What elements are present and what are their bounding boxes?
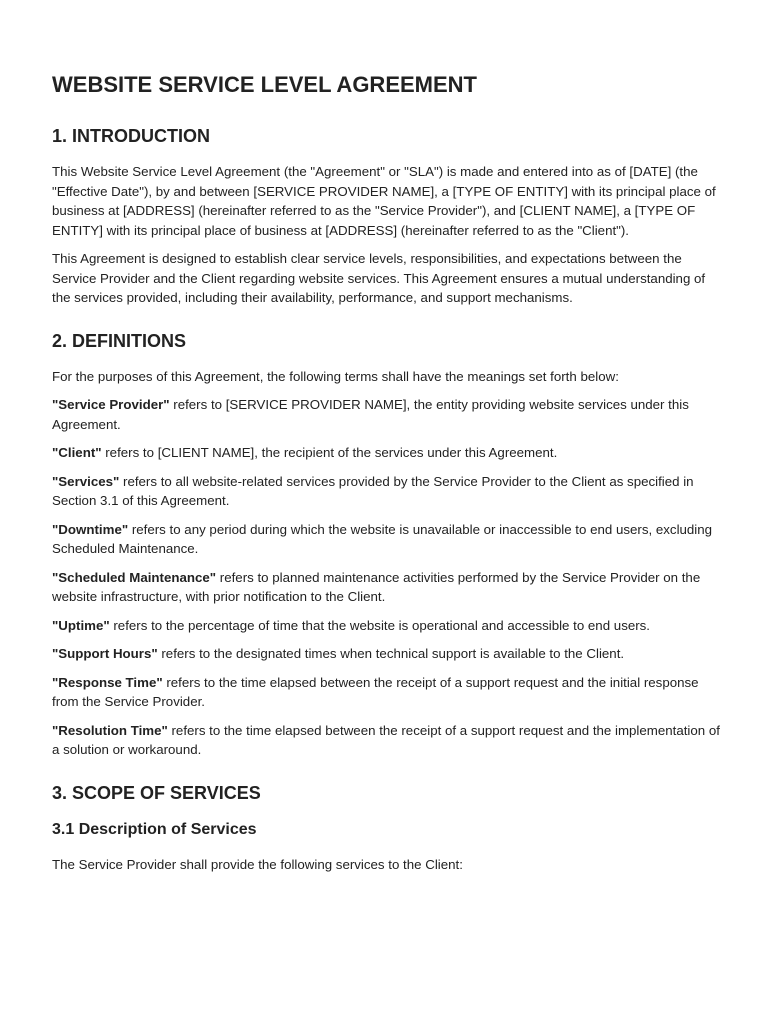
- definition-item: [52, 520, 720, 559]
- definition-item: [52, 443, 720, 463]
- definition-text: refers to [SERVICE PROVIDER NAME], the entity providing website services under this Agreement.: [52, 397, 689, 432]
- definition-text: refers to the percentage of time that the website is operational and accessible to end users.: [109, 617, 651, 633]
- definition-item: [52, 472, 720, 511]
- subsection-heading: 3.1 Description of Services: [52, 820, 257, 838]
- definition-text: refers to the time elapsed between the receipt of a support request and the initial response from the Service Provider.: [52, 674, 699, 709]
- paragraph: This Website Service Level Agreement (the "Agreement" or "SLA") is made and entered into as of [DATE] (the "Effective Date"), by and between [SERVICE PROVIDER NAME], a [TYPE OF ENTITY] with its principal place of business at [ADDRESS] (hereinafter referred to as the "Service Provider"), and [CLIENT NAME], a [TYPE OF ENTITY] with its principal place of business at [ADDRESS] (hereinafter referred to as the "Client").: [52, 164, 716, 238]
- definition-text: refers to the designated times when technical support is available to the Client.: [157, 646, 625, 661]
- definition-term: "Response Time": [52, 674, 163, 690]
- paragraph: This Agreement is designed to establish clear service levels, responsibilities, and expectations between the Service Provider and the Client regarding website services. This Agreement ensures a mutual understanding of the services provided, including their availability, performance, and support mechanisms.: [52, 251, 706, 305]
- definition-item: [52, 721, 720, 760]
- definition-term: "Client": [52, 445, 102, 460]
- section-heading: 2. DEFINITIONS: [52, 330, 187, 351]
- definition-item: [52, 644, 720, 664]
- definition-text: refers to any period during which the website is unavailable or inaccessible to end users, excluding Scheduled Maintenance.: [52, 521, 713, 556]
- definition-term: "Scheduled Maintenance": [52, 569, 217, 585]
- section-heading: 3. SCOPE OF SERVICES: [52, 782, 261, 803]
- definition-term: "Support Hours": [52, 646, 158, 661]
- paragraph: For the purposes of this Agreement, the following terms shall have the meanings set forth below:: [52, 368, 619, 384]
- definition-text: refers to all website-related services provided by the Service Provider to the Client as specified in Section 3.1 of this Agreement.: [52, 473, 694, 508]
- section-heading: 1. INTRODUCTION: [52, 126, 211, 146]
- section-definitions: [52, 329, 720, 760]
- definition-term: "Uptime": [52, 617, 110, 633]
- definition-text: refers to the time elapsed between the receipt of a support request and the implementation of a solution or workaround.: [52, 722, 720, 757]
- definition-item: [52, 568, 720, 607]
- definition-item: [52, 673, 720, 712]
- definition-text: refers to planned maintenance activities performed by the Service Provider on the website infrastructure, with prior notification to the Client.: [52, 569, 701, 604]
- section-scope: [52, 781, 720, 875]
- definition-item: [52, 616, 720, 636]
- definition-term: "Downtime": [52, 521, 129, 537]
- definition-term: "Service Provider": [52, 397, 170, 412]
- document-title: WEBSITE SERVICE LEVEL AGREEMENT: [52, 72, 477, 97]
- definition-term: "Services": [52, 473, 120, 489]
- definition-text: refers to [CLIENT NAME], the recipient of the services under this Agreement.: [101, 445, 558, 460]
- section-introduction: [52, 124, 720, 308]
- paragraph: The Service Provider shall provide the following services to the Client:: [52, 856, 463, 872]
- definition-item: [52, 395, 720, 434]
- definition-term: "Resolution Time": [52, 722, 168, 738]
